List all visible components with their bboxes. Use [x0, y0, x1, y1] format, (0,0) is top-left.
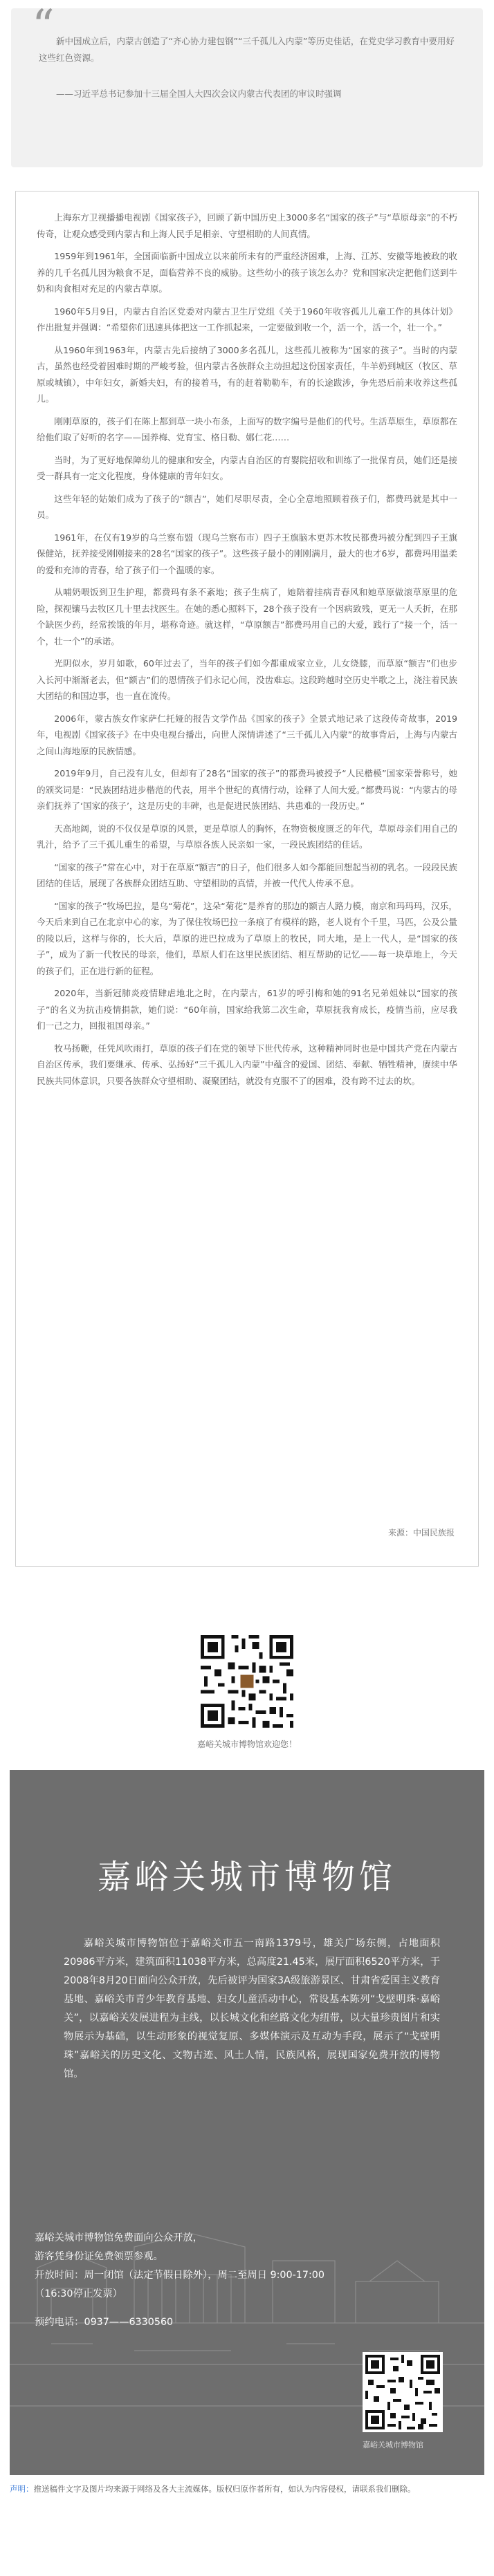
article-paragraph: 从1960年到1963年，内蒙古先后接纳了3000多名孤儿，这些孤儿被称为“国家的孩子”。当时的内蒙古，虽然也经受着困难时期的严峻考验，但内蒙古各族群众主动担起这份国家责任，牛羊奶到城区（牧区、草原或城镇），中年妇女，新婚夫妇，有的接着马，有的赶着勒勒车，有的长途跋涉，争先恐后前来收养这些孤儿。 — [37, 344, 457, 404]
article-paragraph: 上海东方卫视播播电视剧《国家孩子》，回顾了新中国历史上3000多名“国家的孩子”与“草原母亲”的不朽传奇，让观众感受到内蒙古和上海人民手足相亲、守望相助的人间真情。 — [37, 212, 457, 239]
museum-poster — [10, 1770, 484, 2475]
info-line: 嘉峪关城市博物馆免费面向公众开放， — [35, 2232, 203, 2243]
article-paragraph: 刚刚草原的，孩子们在陈上都到草一块小布条，上面写的数字编号是他们的代号。生活草原生，草原都在给他们取了好听的名字——国养梅、党育宝、格日勒、娜仁花…… — [37, 416, 457, 442]
poster-title: 嘉峪关城市博物馆 — [97, 1858, 396, 1896]
poster-info — [35, 2229, 339, 2332]
article-paragraph: 这些年轻的姑娘们成为了孩子的“额吉”，她们尽职尽责，全心全意地照顾着孩子们，都费玛就是其中一员。 — [37, 493, 457, 520]
article-body — [15, 191, 479, 1567]
quote-block — [11, 1, 483, 167]
article-paragraph: “国家的孩子”常在心中，对于在草原“额吉”的日子，他们很多人如今都能回想起当初的乳名。一段段民族团结的佳话，展现了各族群众团结互助、守望相助的真情，并被一代代人传承不息。 — [37, 861, 457, 888]
article-paragraph: 从哺奶喂饭到卫生护理，都费玛有条不紊地；孩子生病了，她陪着挂病青春风和她草原做滚草原里的危险，探视镶马去牧区几十里去找医生。在她的悉心照料下，28个孩子没有一个因病致残，更无一人夭折，在那个缺医少药，经常挨饿的年月，堪称奇迹。就这样，“草原额吉”都费玛用自己的大爱，践行了“接一个，活一个，壮一个”的承诺。 — [37, 587, 457, 646]
article-paragraph: 1960年5月9日，内蒙古自治区党委对内蒙古卫生厅党组《关于1960年收容孤儿儿童工作的具体计划》作出批复并强调：“希望你们迅速具体把这一工作抓起来，一定要做到收一个，活一个，活一个，壮一个。” — [37, 306, 457, 333]
declaration-label: 声明： — [10, 2484, 34, 2494]
info-line: 开放时间：周一闭馆（法定节假日除外），周二至周日 9:00-17:00（16:30停止发票） — [35, 2270, 324, 2299]
article-paragraph: 2006年，蒙古族女作家萨仁托娅的报告文学作品《国家的孩子》全景式地记录了这段传奇故事，2019年，电视剧《国家孩子》在中央电视台播出，向世人深情讲述了“三千孤儿入内蒙”的故事背后，上海与内蒙古之间山海地原的民族情感。 — [37, 713, 457, 756]
qr-code-icon — [363, 2352, 443, 2432]
article-paragraph: 当时，为了更好地保障幼儿的健康和安全，内蒙古自治区的育婴院招收和训练了一批保育员，她们还是接受一群具有一定文化程度，身体健康的青年妇女。 — [37, 454, 457, 481]
article-paragraph: 1961年，在仅有19岁的乌兰察布盟（现乌兰察布市）四子王旗脑木更苏木牧民都费玛被分配到四子王旗保健站，抚养接受刚刚接来的28名“国家的孩子”。这些孩子最小的刚刚满月，最大的也才6岁，都费玛用温柔的爱和充沛的青春，给了孩子们一个温暖的家。 — [37, 532, 457, 575]
quote-source: ——习近平总书记参加十三届全国人大四次会议内蒙古代表团的审议时强调 — [56, 88, 342, 99]
quote-mark-icon: “ — [32, 1, 55, 52]
article-paragraph: 光阴似水，岁月如歌，60年过去了，当年的孩子们如今都重成家立业，儿女绕膝，而草原“额吉”们也步入长河中渐渐老去，但“额吉”们的恩情孩子们永记心间，没齿难忘。这段跨越时空历史半歌之上，浇注着民族大团结的和国边事，也一直在流传。 — [37, 658, 457, 701]
quote-body: 新中国成立后，内蒙古创造了“齐心协力建包钢”“三千孤儿入内蒙”等历史佳话，在党史学习教育中要用好这些红色资源。 — [39, 36, 455, 63]
poster-description: 嘉峪关城市博物馆位于嘉峪关市五一南路1379号，雄关广场东侧，占地面积20986平方米，建筑面积11038平方米，总高度21.45米，展厅面积6520平方米，于2008年8月20日面向公众开放，先后被评为国家3A级旅游景区、甘肃省爱国主义教育基地、嘉峪关市青少年教育基地、妇女儿童活动中心，常设基本陈列“戈壁明珠·嘉峪关”，以嘉峪关发展进程为主线，以长城文化和丝路文化为纽带，以大量珍贵图片和实物展示为基础，以生动形象的视觉复原、多媒体演示及互动为手段，展示了“戈壁明珠”嘉峪关的历史文化、文物古迹、风土人情，民族风格，展现国家免费开放的博物馆。 — [64, 1938, 440, 2080]
qr-code-icon — [197, 1632, 297, 1731]
article-paragraph: 牧马扬鞭，任凭风吹雨打，草原的孩子们在党的领导下世代传承，这种精神同时也是中国共产党在内蒙古自治区传承，我们要继承、传承、弘扬好“三千孤儿入内蒙”中蕴含的爱国、团结、奉献、牺牲精神，赓续中华民族共同体意识，只要各族群众守望相助、凝聚团结，就没有克服不了的困难，没有跨不过去的坎。 — [37, 1043, 457, 1086]
article-source: 来源：中国民族报 — [387, 1528, 455, 1538]
article-paragraph: 2020年，当新冠肺炎疫情肆虐地北之时，在内蒙古，61岁的呼引梅和她的91名兄弟姐妹以“国家的孩子”的名义为抗击疫情捐款，她们说：“60年前，国家给我第二次生命，草原抚我育成长，疫情当前，应尽我们一己之力，回报祖国母亲。” — [37, 988, 457, 1031]
article-paragraph: 2019年9月，自己没有儿女，但却有了28名“国家的孩子”的都费玛被授予“人民楷模”国家荣誉称号，她的颁奖词是：“民族团结进步楷范的代表，用半个世纪的真情行动，诠释了人间大爱。”都费玛说：“内蒙古的母亲们抚养了‘国家的孩子’，这是历史的丰碑，也是促进民族团结、共患难的一段历史。” — [37, 768, 457, 811]
article-paragraph: 1959年到1961年，全国面临新中国成立以来前所未有的严重经济困难，上海、江苏、安徽等地被政的收养的几千名孤儿因为粮食不足，面临营养不良的威胁。这些幼小的孩子该怎么办？党和国家决定把他们送到牛奶和肉食相对充足的内蒙古草原。 — [37, 251, 457, 294]
article-paragraph: “国家的孩子”牧场巴拉，是乌“菊花”，这朵“菊花”是养育的那边的额吉人路力模，南京和玛玛玛，汉乐，今天后来到自己在北京中心的家，为了保住牧场巴拉一条痕了有模样的路，老人说有个千里，马匹，公及公量的陵以后，这样与你的，长大后，草原的进巴拉成为了草原上的牧民，同大地，是上一代人，是“国家的孩子”，成为了新一代牧民的母亲，他们，草原人们在这里民族团结、相互帮助的记忆——每一块草地上，今天的孩子们，正在进行新的征程。 — [37, 900, 457, 976]
declaration — [10, 2482, 484, 2496]
article-paragraph: 天高地阔，说的不仅仅是草原的风景，更是草原人的胸怀，在物资极度匮乏的年代，草原母亲们用自己的乳汁，给予了三千孤儿重生的希望，与草原各族人民亲如一家，一段民族团结的佳话。 — [37, 823, 457, 850]
qr-caption: 嘉峪关城市博物馆欢迎您！ — [196, 1739, 297, 1749]
info-line: 游客凭身份证免费领票参观。 — [35, 2251, 163, 2262]
info-line: 预约电话：0937——6330560 — [35, 2317, 174, 2328]
poster-account-badge: 嘉峪关城市博物馆 — [363, 2440, 423, 2449]
declaration-text: 推送稿件文字及图片均来源于网络及各大主流媒体。版权归原作者所有，如认为内容侵权，请联系我们删除。 — [33, 2484, 416, 2494]
